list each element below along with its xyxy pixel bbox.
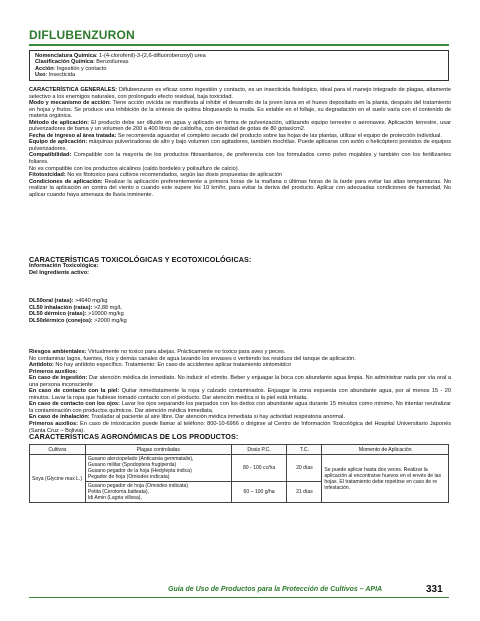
tox-info — [29, 263, 451, 276]
tox-info-label: Información Toxicológica: — [29, 263, 99, 269]
paragraph-label: Primeros auxilios: — [29, 368, 78, 375]
crop-cell: Soya (Glycine max L.) — [30, 455, 86, 503]
tox-value-text: >2,88 mg/L — [92, 304, 123, 311]
paragraph — [29, 388, 451, 401]
footer-text: Guía de Uso de Productos para la Protección de Cultivos – APIA — [168, 586, 383, 593]
product-info-box — [29, 50, 449, 81]
paragraph-label: Primeros auxilios: — [29, 421, 78, 428]
dose-cell: 60 – 100 g/ha — [231, 482, 287, 503]
info-value: : Ingestión y contacto — [53, 65, 107, 72]
paragraph-text: Se recomienda aguardar el completo secado del producto sobre las hojas de las plantas, utilizar el equipo de protección individual. — [116, 132, 442, 139]
column-header: Dosis P.C. — [231, 445, 287, 455]
tox-heading: CARACTERÍSTICAS TOXICOLÓGICAS Y ECOTOXICOLÓGICAS: — [29, 255, 252, 264]
paragraph-text: Virtualmente no toxico para abejas. Prácticamente no toxico para aves y peces. — [86, 349, 286, 355]
tc-cell: 21 días — [287, 482, 322, 503]
info-value: : Insecticida — [45, 72, 76, 79]
paragraph-label: Compatibilidad: — [29, 152, 72, 159]
pest-item: Idi Amin (Lagria villosa), — [87, 495, 142, 501]
tox-value-text: >2000 mg/kg — [92, 317, 127, 324]
paragraph-text: No es fitotoxico para cultivos recomendados, según las dosis propuestas de aplicación — [65, 172, 283, 179]
paragraph — [29, 139, 451, 152]
paragraph-label: Equipo de aplicación: — [29, 139, 88, 146]
paragraph-text: Realizar la aplicación preferentemente a primera horas de la mañana o últimas horas de la tarde para evitar las altas temperaturas. No realizar la aplicación en contra del viento o cuando este supere los 10 km/hr, para evitar la deriva del producto. Aplicar con adecuadas condiciones de humedad, No aplicar cuando haya amenaza de lluvia inminente. — [29, 178, 452, 198]
info-label: Clasificación Química — [35, 59, 94, 66]
column-header: Momento de Aplicación — [322, 445, 449, 455]
paragraph-text: En caso de intoxicación puede llamar al teléfono: 800-10-6966 o dirigirse al Centro de Información Toxicológica del Hospital Universitario Japonés (Santa Cruz – Bolivia). — [29, 421, 451, 434]
tox-value-label: DL50oral (ratas): — [29, 298, 74, 304]
info-value: : 1-(4-clorofenil)-3-(2,6-difluorobenzoyl) urea — [95, 53, 206, 59]
safety-section — [29, 349, 451, 434]
column-header: Plagas controladas — [85, 445, 231, 455]
column-header: Cultivos — [30, 445, 86, 455]
paragraph-text: máquinas pulverizadoras de alto y bajo volumen con agitadores, también mochilas. Puede aplicarse con avión o helicóptero provistos de equipos pulverizadores. — [29, 139, 451, 152]
paragraph-text: Quitar inmediatamente la ropa y calzado contaminados. Enjuagar la zona expuesta con abundante agua, por al menos 15 - 20 minutos. Lavar la ropa que hubiese tomado contacto con el producto. Dar atención médica si la piel está irritada. — [29, 388, 451, 401]
info-label: Acción — [35, 65, 54, 72]
table-row — [30, 455, 449, 482]
title-divider — [29, 44, 449, 46]
paragraph — [29, 120, 451, 133]
paragraph — [29, 270, 451, 277]
paragraph-label: Modo y mecanismo de acción: — [29, 100, 111, 107]
paragraph-text: No hay antídoto específico. Tratamiento: En caso de accidentes aplicar tratamiento sintomático — [53, 362, 292, 369]
crop-table — [29, 444, 449, 503]
paragraph-text: Diflubenzuron es eficaz como ingestión y contacto, es un insecticida fisiológico, ideal para el manejo integrado de plagas, altamente selectivo a los enemigos naturales, con prolongado efecto residual, baja toxicidad. — [29, 87, 451, 100]
paragraph-label: Fitotoxicidad: — [29, 172, 66, 179]
tox-value-text: >10000 mg/kg — [86, 311, 124, 318]
tc-cell: 20 días — [287, 455, 322, 482]
paragraph — [29, 375, 451, 388]
dose-cell: 80 - 100 cc/ha — [231, 455, 287, 482]
paragraph — [29, 179, 451, 199]
table-header-row — [30, 445, 449, 455]
tox-values — [29, 298, 451, 324]
tox-value-label: DL50dérmico (conejos): — [29, 317, 93, 324]
tox-value — [29, 318, 451, 325]
info-label: Uso — [35, 72, 46, 79]
paragraph-text: El producto debe ser diluido en agua y aplicado en forma de pulverización, utilizando equipo terrestre o aeronaves. Aplicación terrestre, usar pulverizadores de bama y un volumen de 200 a 400 litros de caldo/ha, con densidad de gotas de 80 gotas/cm2. — [29, 119, 451, 133]
pests-cell — [85, 455, 231, 482]
paragraph-label: CARACTERÍSTICA GENERALES: — [29, 87, 118, 93]
agro-heading: CARACTERÍSTICAS AGRONÓMICAS DE LOS PRODUCTOS: — [29, 432, 239, 441]
pest-item: Gusano militar (Spodoptera frugiperda) — [87, 462, 177, 468]
paragraph — [29, 152, 451, 165]
document-title: DIFLUBENZURON — [29, 28, 135, 42]
tox-value-text: >4640 mg/kg — [73, 298, 108, 304]
paragraph-text: Dar atención médica de inmediato. No inducir el vómito. Beber y enjuagar la boca con abundante agua limpia. No administrar nada por vía oral a una persona inconsciente — [29, 375, 451, 388]
pest-item: Pegador de hoja (Omiodes indicata) — [87, 474, 170, 480]
info-label: Nomenclatura Química — [35, 53, 96, 59]
pest-item: Gusano alerciopelado (Anticarsia gemmatalis), — [87, 456, 194, 462]
info-uso — [35, 72, 448, 78]
paragraph-label: En caso de inhalación: — [29, 414, 90, 421]
paragraph-label: Condiciones de aplicación: — [29, 178, 103, 185]
paragraph — [29, 87, 451, 100]
paragraph-text: Lavar los ojos separando los parpados con los dedos con abundante agua durante 15 minutos como mínimo. No intentar neutralizar la contaminación con productos químicos. Dar atención médica inmediata. — [29, 401, 451, 414]
paragraph-label: En caso de ingestión: — [29, 375, 88, 382]
paragraph — [29, 401, 451, 414]
moment-cell: Se puede aplicar hasta dos veces. Realizar la aplicación al encontrarse huevos en el envés de las hojas. El tratamiento debe repetirse en caso de re infestación. — [322, 455, 449, 503]
paragraph-label: En caso de contacto con los ojos: — [29, 401, 121, 408]
paragraph — [29, 100, 451, 120]
pests-cell — [85, 482, 231, 503]
general-characteristics — [29, 87, 451, 198]
paragraph-label: Riesgos ambientales: — [29, 349, 87, 355]
page-number: 331 — [426, 584, 443, 595]
paragraph-text: Compatible con la mayoría de los productos fitosanitarios, de preferencia con los formulados como polvo mojables y también con los fertilizantes foliares. — [29, 152, 451, 166]
paragraph-text: No es compatible con los productos alcalinos (caldo bordelés y polisulfuro de calcio). — [29, 165, 240, 172]
column-header: T.C. — [287, 445, 322, 455]
tox-value-label: DL50 dérmico (ratas): — [29, 311, 87, 318]
tox-value-label: CL50 inhalación (ratas): — [29, 304, 93, 311]
paragraph-text: Trasladar al paciente al aire libre. Dar atención médica inmediata si hay actividad respiratoria anormal. — [89, 414, 345, 421]
info-value: : Benzoilureas — [93, 59, 129, 66]
paragraph-text: Tiene acción ovicida se manifiesta al inhibir el desarrollo de la joven larva en el huevo depositado en la planta, después del tratamiento en hojas y frutos. Se produce una inhibición de la síntesis de quitina bloqueando la muda. Es estable en el follaje, su degradación en el suelo varía con el contenido de materia orgánica. — [29, 100, 451, 120]
pest-item: Gusano pegador de la hoja (Hedylepta indica) — [87, 468, 192, 474]
paragraph-label: Método de aplicación: — [29, 119, 89, 126]
paragraph-label: Antídoto: — [29, 362, 54, 369]
paragraph-label: En caso de contacto con la piel: — [29, 388, 120, 395]
pest-item: Petita (Cerotoma balteata), — [87, 489, 149, 495]
footer-divider — [29, 597, 449, 598]
paragraph-text: No contaminar lagos, fuentes, ríos y demás canales de agua lavando los envases o vertiendo los residuos del tanque de aplicación. — [29, 355, 356, 362]
tox-ingredient-label: Del Ingrediente activo: — [29, 269, 89, 276]
pest-item: Gusano pegador de hoja (Omoides indicata) — [87, 483, 189, 489]
paragraph-label: Fecha de ingreso al área tratada: — [29, 132, 117, 139]
